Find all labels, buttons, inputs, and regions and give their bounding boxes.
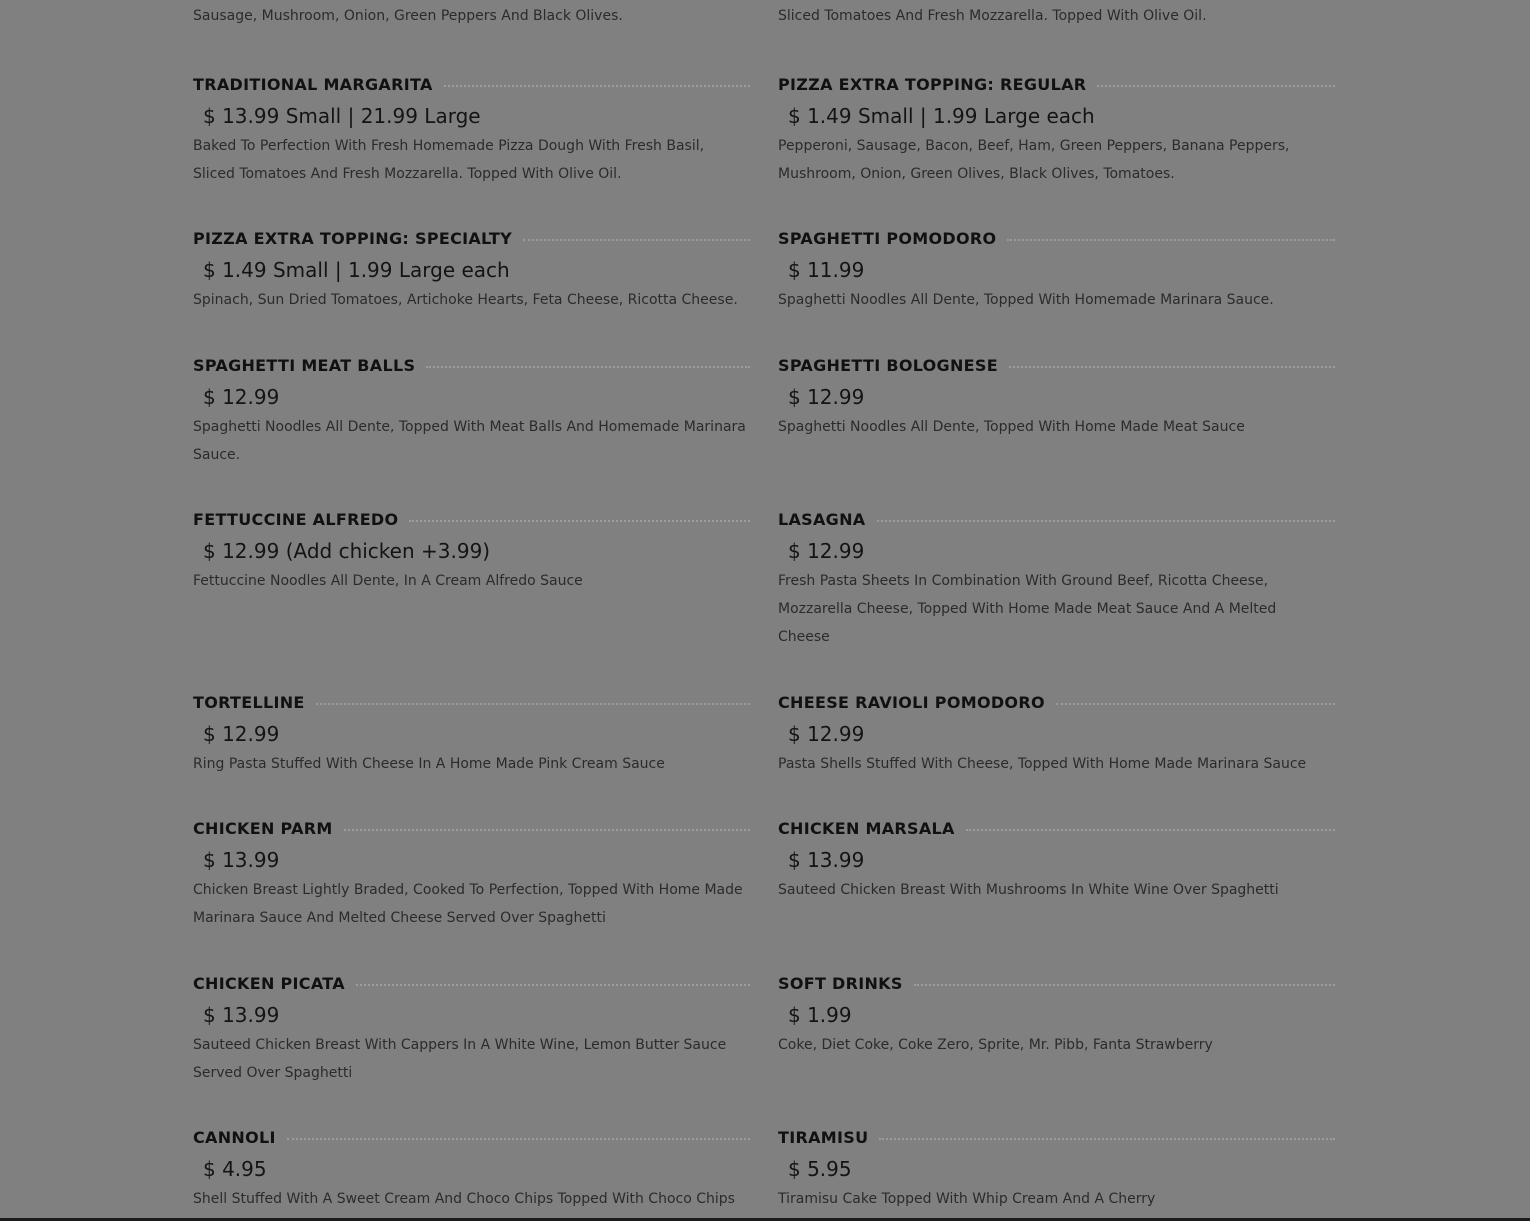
menu-item-cheese-ravioli-pomodoro [778,692,1335,778]
item-description: Sausage, Mushroom, Onion, Green Peppers And Black Olives. [193,8,623,24]
menu-item-pizza-extra-topping-regular [778,74,1335,188]
item-price: $ 1.99 [788,1003,852,1027]
item-description: Spaghetti Noodles All Dente, Topped With Homemade Marinara Sauce. [778,292,1274,308]
item-price: $ 13.99 Small | 21.99 Large [203,104,481,128]
menu-item-chicken-marsala [778,818,1335,904]
item-price: $ 12.99 [203,722,280,746]
item-title: CHEESE RAVIOLI POMODORO [778,693,1045,712]
dotted-leader [356,984,750,986]
item-description: Spaghetti Noodles All Dente, Topped With Meat Balls And Homemade Marinara Sauce. [193,419,746,463]
item-description: Sliced Tomatoes And Fresh Mozzarella. Topped With Olive Oil. [778,8,1207,24]
item-title: TRADITIONAL MARGARITA [193,75,433,94]
item-title: CHICKEN PICATA [193,974,345,993]
dotted-leader [1009,366,1335,368]
item-description: Spinach, Sun Dried Tomatoes, Artichoke Hearts, Feta Cheese, Ricotta Cheese. [193,292,738,308]
item-title: SOFT DRINKS [778,974,903,993]
item-description: Shell Stuffed With A Sweet Cream And Choco Chips Topped With Choco Chips [193,1191,735,1207]
dotted-leader [1097,85,1335,87]
item-title: SPAGHETTI MEAT BALLS [193,356,416,375]
dotted-leader [523,239,750,241]
item-price: $ 13.99 [203,1003,280,1027]
menu-item-spaghetti-pomodoro [778,228,1335,314]
dotted-leader [879,1138,1335,1140]
item-title: TORTELLINE [193,693,305,712]
item-price: $ 12.99 [788,385,865,409]
dotted-leader [914,984,1335,986]
dotted-leader [966,829,1335,831]
item-description: Chicken Breast Lightly Braded, Cooked To Perfection, Topped With Home Made Marinara Sauce And Melted Cheese Served Over Spaghetti [193,882,743,926]
item-price: $ 11.99 [788,258,865,282]
menu-item-fettuccine-alfredo [193,509,750,595]
item-description: Sauteed Chicken Breast With Cappers In A White Wine, Lemon Butter Sauce Served Over Spaghetti [193,1037,727,1081]
item-description: Sauteed Chicken Breast With Mushrooms In White Wine Over Spaghetti [778,882,1279,898]
item-price: $ 1.49 Small | 1.99 Large each [203,258,510,282]
item-title: SPAGHETTI BOLOGNESE [778,356,998,375]
item-title: TIRAMISU [778,1128,869,1147]
menu-item-cannoli [193,1127,750,1213]
item-price: $ 1.49 Small | 1.99 Large each [788,104,1095,128]
item-price: $ 13.99 [788,848,865,872]
item-description: Fresh Pasta Sheets In Combination With Ground Beef, Ricotta Cheese, Mozzarella Cheese, Topped With Home Made Meat Sauce And A Melted Cheese [778,573,1277,645]
item-price: $ 13.99 [203,848,280,872]
dotted-leader [409,520,750,522]
item-title: FETTUCCINE ALFREDO [193,510,399,529]
dotted-leader [1056,703,1335,705]
item-description: Spaghetti Noodles All Dente, Topped With Home Made Meat Sauce [778,419,1245,435]
dotted-leader [287,1138,750,1140]
menu-item-pizza-extra-topping-specialty [193,228,750,314]
menu-item-spaghetti-meat-balls [193,355,750,469]
item-title: PIZZA EXTRA TOPPING: SPECIALTY [193,229,513,248]
item-description: Tiramisu Cake Topped With Whip Cream And A Cherry [778,1191,1156,1207]
dotted-leader [1007,239,1335,241]
item-description: Pasta Shells Stuffed With Cheese, Topped With Home Made Marinara Sauce [778,756,1307,772]
menu-item-tiramisu [778,1127,1335,1213]
item-description: Ring Pasta Stuffed With Cheese In A Home Made Pink Cream Sauce [193,756,665,772]
item-price: $ 5.95 [788,1157,852,1181]
item-title: CHICKEN PARM [193,819,333,838]
menu-item-traditional-margarita [193,74,750,188]
item-title: CANNOLI [193,1128,276,1147]
item-title: CHICKEN MARSALA [778,819,955,838]
menu-item-lasagna [778,509,1335,651]
menu-item-soft-drinks [778,973,1335,1059]
item-price: $ 12.99 (Add chicken +3.99) [203,539,491,563]
item-price: $ 4.95 [203,1157,267,1181]
item-title: LASAGNA [778,510,866,529]
menu-list [193,0,1335,1221]
item-title: PIZZA EXTRA TOPPING: REGULAR [778,75,1087,94]
dotted-leader [444,85,750,87]
dotted-leader [426,366,750,368]
menu-item-chicken-parm [193,818,750,932]
item-description: Fettuccine Noodles All Dente, In A Cream Alfredo Sauce [193,573,583,589]
menu-item-tortelline [193,692,750,778]
item-price: $ 12.99 [788,722,865,746]
item-description: Pepperoni, Sausage, Bacon, Beef, Ham, Green Peppers, Banana Peppers, Mushroom, Onion, Green Olives, Black Olives, Tomatoes. [778,138,1290,182]
item-price: $ 12.99 [203,385,280,409]
dotted-leader [877,520,1336,522]
item-description: Coke, Diet Coke, Coke Zero, Sprite, Mr. Pibb, Fanta Strawberry [778,1037,1213,1053]
dotted-leader [344,829,750,831]
item-title: SPAGHETTI POMODORO [778,229,997,248]
menu-item-spaghetti-bolognese [778,355,1335,441]
dotted-leader [316,703,750,705]
item-description: Baked To Perfection With Fresh Homemade Pizza Dough With Fresh Basil, Sliced Tomatoes And Fresh Mozzarella. Topped With Olive Oil. [193,138,705,182]
menu-item-chicken-picata [193,973,750,1087]
item-price: $ 12.99 [788,539,865,563]
